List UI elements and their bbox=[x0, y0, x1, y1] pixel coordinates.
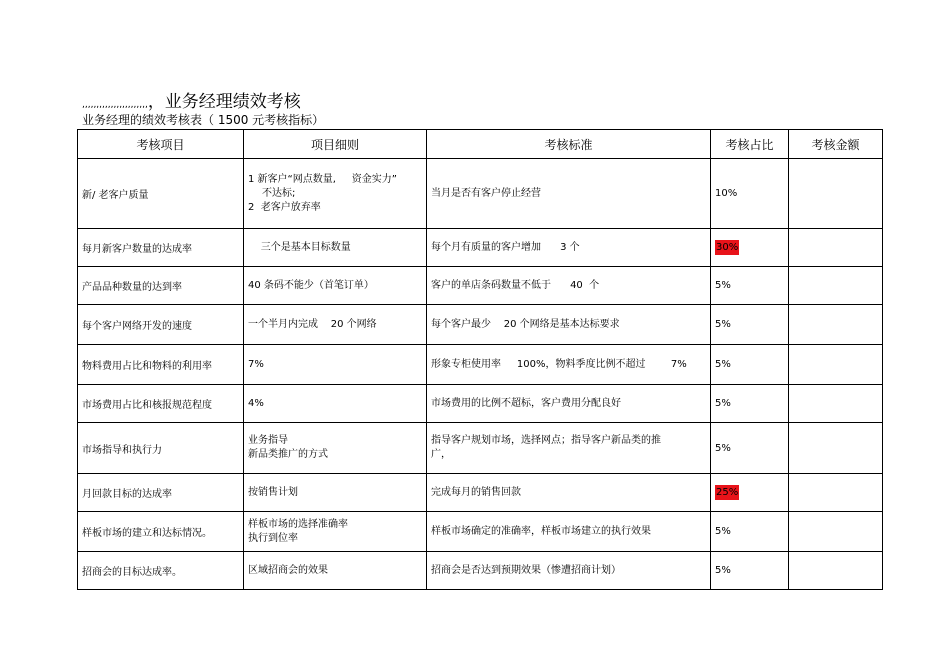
cell-standard bbox=[427, 267, 711, 305]
cell-standard bbox=[427, 474, 711, 512]
standard-line: 完成每月的销售回款 bbox=[431, 486, 521, 498]
details-line: 一个半月内完成 20 个网络 bbox=[248, 318, 377, 330]
cell-details bbox=[244, 552, 427, 590]
cell-ratio bbox=[711, 345, 789, 385]
kpi-table bbox=[77, 129, 883, 590]
header-ratio: 考核占比 bbox=[711, 130, 789, 159]
ratio-highlighted: 30% bbox=[716, 242, 739, 253]
cell-standard bbox=[427, 552, 711, 590]
details-line: 不达标; bbox=[262, 187, 296, 199]
details-line: 业务指导 bbox=[248, 435, 288, 446]
cell-ratio bbox=[711, 423, 789, 474]
cell-ratio bbox=[711, 512, 789, 552]
cell-amount[interactable] bbox=[789, 345, 883, 385]
standard-line: 招商会是否达到预期效果（惨遭招商计划） bbox=[431, 564, 621, 576]
table-row bbox=[78, 552, 883, 590]
table-row bbox=[78, 385, 883, 423]
cell-ratio bbox=[711, 385, 789, 423]
details-line: 三个是基本目标数量 bbox=[248, 241, 351, 253]
table-row bbox=[78, 345, 883, 385]
ratio-highlighted: 25% bbox=[716, 487, 739, 498]
table-row bbox=[78, 229, 883, 267]
cell-amount[interactable] bbox=[789, 305, 883, 345]
table-row bbox=[78, 159, 883, 229]
table-caption: 业务经理的绩效考核表（ 1500 元考核指标） bbox=[82, 113, 325, 127]
table-header-row bbox=[78, 130, 883, 159]
header-details: 项目细则 bbox=[244, 130, 427, 159]
standard-line: 形象专柜使用率 100%，物料季度比例不超过 7% bbox=[431, 358, 687, 370]
cell-ratio bbox=[711, 305, 789, 345]
cell-ratio bbox=[711, 229, 789, 267]
cell-item: 招商会的目标达成率。 bbox=[78, 552, 244, 590]
cell-standard bbox=[427, 423, 711, 474]
details-line: 新品类推广的方式 bbox=[248, 449, 328, 460]
cell-item: 产品品种数量的达到率 bbox=[78, 267, 244, 305]
cell-amount[interactable] bbox=[789, 159, 883, 229]
details-line: 40 条码不能少（首笔订单） bbox=[248, 279, 374, 291]
cell-details bbox=[244, 305, 427, 345]
standard-line: 市场费用的比例不超标，客户费用分配良好 bbox=[431, 397, 621, 409]
cell-standard bbox=[427, 512, 711, 552]
ratio-value: 10% bbox=[715, 188, 738, 199]
cell-amount[interactable] bbox=[789, 423, 883, 474]
details-line: 1 新客户“网点数量, 资金实力” bbox=[248, 173, 397, 185]
table-row bbox=[78, 423, 883, 474]
title-text: ，业务经理绩效考核 bbox=[147, 92, 301, 112]
cell-ratio bbox=[711, 552, 789, 590]
standard-line: 样板市场确定的准确率，样板市场建立的执行效果 bbox=[431, 525, 651, 537]
details-line: 按销售计划 bbox=[248, 486, 298, 498]
ratio-value: 5% bbox=[715, 565, 731, 576]
ratio-value: 5% bbox=[715, 398, 731, 409]
cell-standard bbox=[427, 345, 711, 385]
standard-line: 客户的单店条码数量不低于 40 个 bbox=[431, 279, 600, 291]
ratio-value: 5% bbox=[715, 526, 731, 537]
header-amount: 考核金额 bbox=[789, 130, 883, 159]
cell-ratio bbox=[711, 474, 789, 512]
cell-standard bbox=[427, 159, 711, 229]
table-row bbox=[78, 305, 883, 345]
cell-ratio bbox=[711, 267, 789, 305]
details-line: 7% bbox=[248, 358, 264, 370]
standard-line: 当月是否有客户停止经营 bbox=[431, 187, 541, 199]
cell-amount[interactable] bbox=[789, 552, 883, 590]
standard-line: 指导客户规划市场，选择网点；指导客户新品类的推 bbox=[431, 435, 661, 446]
details-line: 执行到位率 bbox=[248, 532, 298, 544]
standard-line: 广， bbox=[431, 449, 451, 460]
cell-standard bbox=[427, 385, 711, 423]
cell-amount[interactable] bbox=[789, 474, 883, 512]
cell-amount[interactable] bbox=[789, 512, 883, 552]
document-title bbox=[82, 87, 301, 112]
cell-amount[interactable] bbox=[789, 229, 883, 267]
cell-item: 新/ 老客户质量 bbox=[78, 159, 244, 229]
cell-details bbox=[244, 423, 427, 474]
cell-details bbox=[244, 159, 427, 229]
cell-standard bbox=[427, 305, 711, 345]
cell-details bbox=[244, 229, 427, 267]
cell-amount[interactable] bbox=[789, 385, 883, 423]
cell-amount[interactable] bbox=[789, 267, 883, 305]
cell-details bbox=[244, 345, 427, 385]
cell-item: 每月新客户数量的达成率 bbox=[78, 229, 244, 267]
standard-line: 每个月有质量的客户增加 3 个 bbox=[431, 241, 580, 253]
table-row bbox=[78, 512, 883, 552]
table-row bbox=[78, 474, 883, 512]
details-line: 样板市场的选择准确率 bbox=[248, 518, 348, 530]
cell-details bbox=[244, 474, 427, 512]
cell-standard bbox=[427, 229, 711, 267]
cell-details bbox=[244, 385, 427, 423]
cell-details bbox=[244, 512, 427, 552]
cell-item: 月回款目标的达成率 bbox=[78, 474, 244, 512]
ratio-value: 5% bbox=[715, 319, 731, 330]
cell-item: 每个客户网络开发的速度 bbox=[78, 305, 244, 345]
standard-line: 每个客户最少 20 个网络是基本达标要求 bbox=[431, 318, 620, 330]
details-line: 区域招商会的效果 bbox=[248, 564, 328, 576]
header-item: 考核项目 bbox=[78, 130, 244, 159]
cell-item: 市场费用占比和核报规范程度 bbox=[78, 385, 244, 423]
ratio-value: 5% bbox=[715, 442, 731, 454]
cell-item: 物料费用占比和物料的利用率 bbox=[78, 345, 244, 385]
details-line: 4% bbox=[248, 397, 264, 409]
cell-ratio bbox=[711, 159, 789, 229]
details-line: 2 老客户放弃率 bbox=[248, 201, 321, 213]
ratio-value: 5% bbox=[715, 280, 731, 291]
title-dots: ,,,,,,,,,,,,,,,,,,,,,,, bbox=[82, 100, 148, 110]
header-standard: 考核标准 bbox=[427, 130, 711, 159]
cell-item: 样板市场的建立和达标情况。 bbox=[78, 512, 244, 552]
cell-item: 市场指导和执行力 bbox=[78, 423, 244, 474]
table-row bbox=[78, 267, 883, 305]
cell-details bbox=[244, 267, 427, 305]
ratio-value: 5% bbox=[715, 359, 731, 370]
